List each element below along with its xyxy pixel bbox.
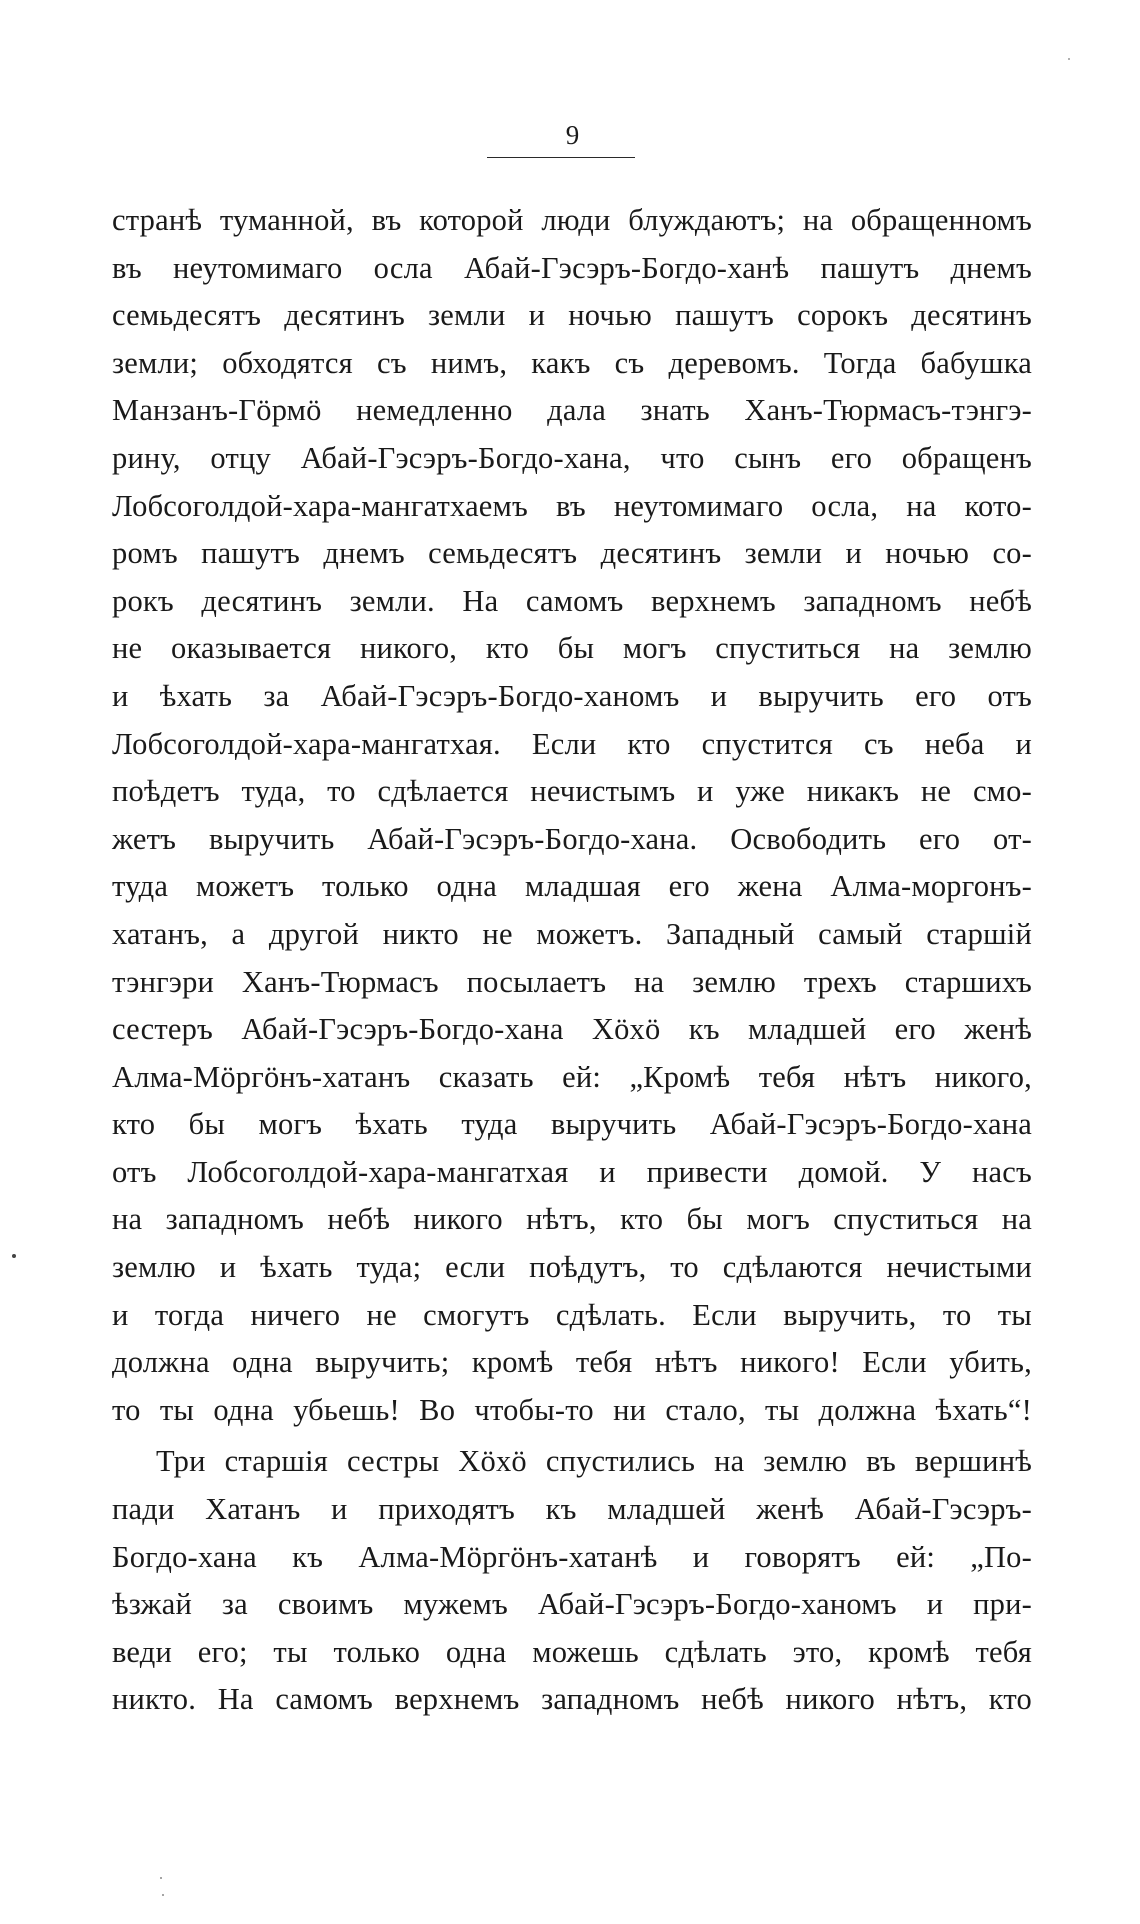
text-line: Три старшiя сестры Хöхö спустились на землю въ вершинѣ (156, 1444, 1032, 1479)
text-line: сестеръ Абай-Гэсэръ-Богдо-хана Хöхö къ младшей его женѣ (112, 1012, 1032, 1047)
text-line: отъ Лобсоголдой-хара-мангатхая и привести домой. У насъ (112, 1154, 1032, 1189)
text-line: хатанъ, а другой никто не можетъ. Западный самый старшiй (112, 916, 1032, 951)
text-line: не оказывается никого, кто бы могъ спуститься на землю (112, 631, 1032, 666)
text-line: веди его; ты только одна можешь сдѣлать это, кромѣ тебя (112, 1634, 1032, 1669)
text-line: никто. На самомъ верхнемъ западномъ небѣ никого нѣтъ, кто (112, 1682, 1032, 1717)
text-line: землю и ѣхать туда; если поѣдутъ, то сдѣлаются нечистыми (112, 1250, 1032, 1285)
body-text (112, 197, 1032, 1724)
text-line: въ неутомимаго осла Абай-Гэсэръ-Богдо-ханѣ пашутъ днемъ (112, 250, 1032, 285)
text-line: жетъ выручить Абай-Гэсэръ-Богдо-хана. Освободить его от- (112, 821, 1032, 856)
print-speck (12, 1254, 16, 1258)
page-number: 9 (565, 120, 580, 150)
text-line: пади Хатанъ и приходятъ къ младшей женѣ Абай-Гэсэръ- (112, 1492, 1032, 1527)
print-speck (1068, 58, 1070, 60)
text-line: туда можетъ только одна младшая его жена Алма-моргонъ- (112, 869, 1032, 904)
text-line: Алма-Мöргöнъ-хатанъ сказать ей: „Кромѣ тебя нѣтъ никого, (112, 1059, 1032, 1094)
paragraph (112, 197, 1032, 1434)
text-line: Богдо-хана къ Алма-Мöргöнъ-хатанѣ и говорятъ ей: „По- (112, 1539, 1032, 1574)
text-line: должна одна выручить; кромѣ тебя нѣтъ никого! Если убить, (112, 1345, 1032, 1380)
text-line: семьдесятъ десятинъ земли и ночью пашутъ сорокъ десятинъ (112, 298, 1032, 333)
text-line: Лобсоголдой-хара-мангатхаемъ въ неутомимаго осла, на кото- (112, 488, 1032, 523)
text-line: кто бы могъ ѣхать туда выручить Абай-Гэсэръ-Богдо-хана (112, 1107, 1032, 1142)
text-line: ромъ пашутъ днемъ семьдесятъ десятинъ земли и ночью со- (112, 536, 1032, 571)
header-rule (487, 157, 635, 158)
text-line: на западномъ небѣ никого нѣтъ, кто бы могъ спуститься на (112, 1202, 1032, 1237)
text-line: ѣзжай за своимъ мужемъ Абай-Гэсэръ-Богдо-ханомъ и при- (112, 1587, 1032, 1622)
text-line: Манзанъ-Гöрмö немедленно дала знать Ханъ-Тюрмасъ-тэнгэ- (112, 393, 1032, 428)
text-line: тэнгэри Ханъ-Тюрмасъ посылаетъ на землю трехъ старшихъ (112, 964, 1032, 999)
text-line: поѣдетъ туда, то сдѣлается нечистымъ и уже никакъ не смо- (112, 774, 1032, 809)
paragraph (112, 1438, 1032, 1724)
text-line: Лобсоголдой-хара-мангатхая. Если кто спустится съ неба и (112, 726, 1032, 761)
text-line: то ты одна убьешь! Во чтобы-то ни стало, ты должна ѣхать“! (112, 1392, 1032, 1427)
print-speck (160, 1877, 162, 1879)
print-speck (162, 1894, 164, 1896)
text-line: странѣ туманной, въ которой люди блуждаютъ; на обращенномъ (112, 203, 1032, 237)
text-line: и тогда ничего не смогутъ сдѣлать. Если выручить, то ты (112, 1297, 1032, 1332)
text-line: земли; обходятся съ нимъ, какъ съ деревомъ. Тогда бабушка (112, 345, 1032, 380)
text-line: и ѣхать за Абай-Гэсэръ-Богдо-ханомъ и выручить его отъ (112, 678, 1032, 713)
text-line: рокъ десятинъ земли. На самомъ верхнемъ западномъ небѣ (112, 583, 1032, 618)
text-line: рину, отцу Абай-Гэсэръ-Богдо-хана, что сынъ его обращенъ (112, 440, 1032, 475)
